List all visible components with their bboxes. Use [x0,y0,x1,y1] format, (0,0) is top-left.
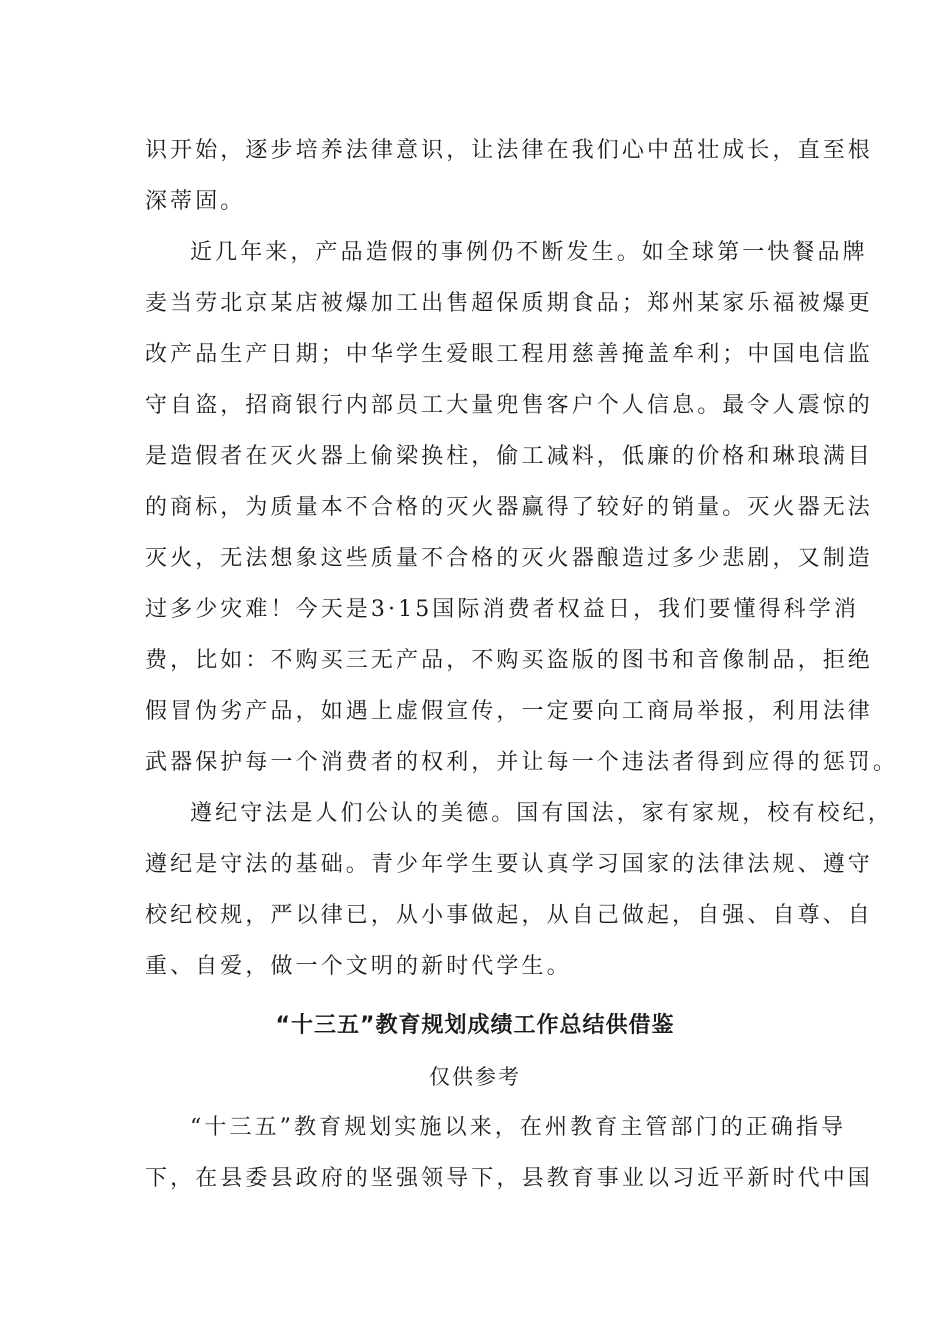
paragraph-line: 假冒伪劣产品，如遇上虚假宣传，一定要向工商局举报，利用法律 [145,699,873,724]
paragraph-line: 费，比如：不购买三无产品，不购买盗版的图书和音像制品，拒绝 [145,648,873,673]
section-title: “十三五”教育规划成绩工作总结供借鉴 [275,1013,675,1038]
paragraph-line: 识开始，逐步培养法律意识，让法律在我们心中茁壮成长，直至根 [145,138,873,163]
section-subtitle: 仅供参考 [429,1065,521,1089]
paragraph-line: 重、自爱，做一个文明的新时代学生。 [145,954,572,979]
paragraph-line: 麦当劳北京某店被爆加工出售超保质期食品；郑州某家乐福被爆更 [145,291,873,316]
paragraph-line: 遵纪是守法的基础。青少年学生要认真学习国家的法律法规、遵守 [145,852,873,877]
paragraph-line: 改产品生产日期；中华学生爱眼工程用慈善掩盖牟利；中国电信监 [145,342,873,367]
paragraph-line: 深蒂固。 [145,189,246,214]
paragraph-line: 过多少灾难！今天是3·15国际消费者权益日，我们要懂得科学消 [145,597,859,622]
paragraph-line: 是造假者在灭火器上偷梁换柱，偷工减料，低廉的价格和琳琅满目 [145,444,873,469]
paragraph-line: 守自盗，招商银行内部员工大量兜售客户个人信息。最令人震惊的 [145,393,873,418]
paragraph-line: 灭火，无法想象这些质量不合格的灭火器酿造过多少悲剧，又制造 [145,546,873,571]
paragraph-line: 下，在县委县政府的坚强领导下，县教育事业以习近平新时代中国 [145,1166,873,1191]
paragraph-line: 近几年来，产品造假的事例仍不断发生。如全球第一快餐品牌 [190,240,868,265]
paragraph-line: “十三五”教育规划实施以来，在州教育主管部门的正确指导 [190,1115,847,1140]
paragraph-line: 遵纪守法是人们公认的美德。国有国法，家有家规，校有校纪， [190,801,893,826]
paragraph-line: 的商标，为质量本不合格的灭火器赢得了较好的销量。灭火器无法 [145,495,873,520]
paragraph-line: 校纪校规，严以律已，从小事做起，从自己做起，自强、自尊、自 [145,903,873,928]
paragraph-line: 武器保护每一个消费者的权利，并让每一个违法者得到应得的惩罚。 [145,750,899,775]
